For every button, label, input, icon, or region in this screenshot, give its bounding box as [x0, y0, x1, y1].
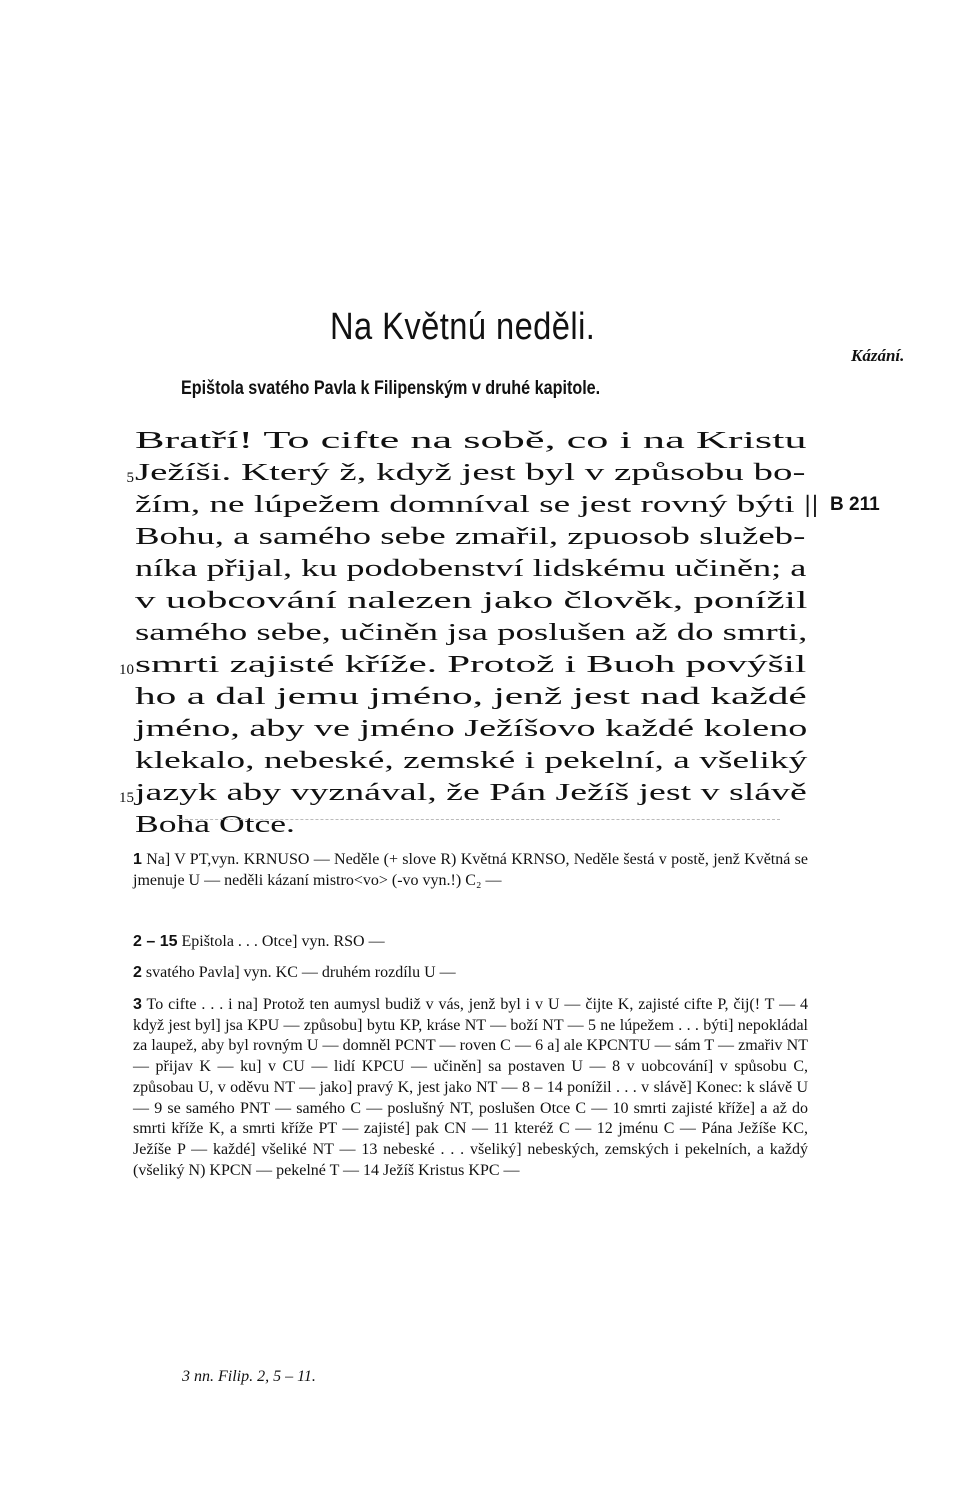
text-line: Ježíši. Který ž, když jest byl v způsobu bo- [135, 460, 806, 486]
margin-reference: B 211 [830, 494, 880, 515]
text-line: ho a dal jemu jméno, jenž jest nad každé [135, 684, 807, 710]
scripture-reference: 3 nn. Filip. 2, 5 – 11. [182, 1368, 316, 1385]
apparatus-lemma: 2 – 15 [133, 933, 178, 950]
apparatus-lemma: 3 [133, 996, 142, 1013]
subtitle: Epištola svatého Pavla k Filipenským v druhé kapitole. [181, 378, 601, 399]
apparatus-text: Epištola . . . Otce] vyn. RSO — [181, 933, 385, 950]
line-number: 5 [126, 470, 134, 486]
apparatus-text: svatého Pavla] vyn. KC — druhém rozdílu U — [145, 964, 456, 981]
section-label: Kázání. [851, 346, 905, 365]
text-line: níka přijal, ku podobenství lidskému učiněn; a [135, 556, 807, 582]
text-line: jazyk aby vyznával, že Pán Ježíš jest v slávě [135, 780, 807, 806]
apparatus-lemma: 1 [133, 851, 142, 868]
text-line: Bohu, a samého sebe zmařil, zpuosob služeb- [135, 524, 806, 550]
text-line: Bratří! To cifte na sobě, co i na Kristu [135, 428, 807, 454]
apparatus-entry [133, 963, 808, 984]
text-line: Boha Otce. [135, 812, 295, 838]
line-number: 10 [119, 662, 134, 678]
apparatus-entry [133, 995, 808, 1181]
text-line: klekalo, nebeské, zemské i pekelní, a všeliký [135, 748, 808, 774]
text-line: samého sebe, učiněn jsa poslušen až do smrti, [135, 620, 808, 646]
text-line: smrti zajisté kříže. Protož i Buoh povýšil [135, 652, 807, 678]
apparatus-lemma: 2 [133, 964, 142, 981]
apparatus-text: To cifte . . . i na] Protož ten aumysl budiž v vás, jenž byl i v U — čijte K, zajisté cifte P, čij(! T — 4 když jest byl] jsa KPU — způsobu] bytu KP, kráse NT — boží NT — 5 ne lúpežem . . . býti] nepokládal za laupež, aby byl rovným U — domněl PCNT — roven C — 6 a] ale KPCNTU — sám T — zmařiv NT — přijav K — ku] v CU — lidí KPCU — učiněn] sa postaven U — 8 v uobcování] v spůsobu C, způsobau U, v oděvu NT — jako] pravý K, jest jako NT — 8 – 14 ponížil . . . v slávě] Konec: k slávě U — 9 se samého PNT — samého C — poslušný NT, poslušen Otce C — 10 smrti zajisté kříže] a až do smrti kříže K, a smrti kříže PT — zajisté] pak CN — 11 kteréž C — 12 jménu C — Pána Ježíše KC, Ježíše P — každé] všeliké NT — 13 nebeské . . . všeliký] nebeských, zemských i pekelních, a každý (všeliký N) KPCN — pekelné T — 14 Ježíš Kristus KPC — [133, 996, 808, 1179]
apparatus-entry [133, 850, 808, 891]
page-title: Na Květnú neděli. [330, 306, 596, 348]
text-line: žím, ne lúpežem domníval se jest rovný býti || [135, 492, 819, 518]
line-number: 15 [119, 790, 134, 806]
text-line: v uobcování nalezen jako člověk, ponížil [135, 588, 808, 614]
text-line: jméno, aby ve jméno Ježíšovo každé koleno [135, 716, 808, 742]
apparatus-text: Na] V PT,vyn. KRNUSO — Neděle (+ slove R) Květná KRNSO, Neděle šestá v postě, jenž Květná se jmenuje U — neděli kázaní mistro<vo> (-vo vyn.!) C₂ — [133, 851, 808, 889]
apparatus-entry [133, 932, 808, 953]
separator-rule [180, 819, 780, 820]
